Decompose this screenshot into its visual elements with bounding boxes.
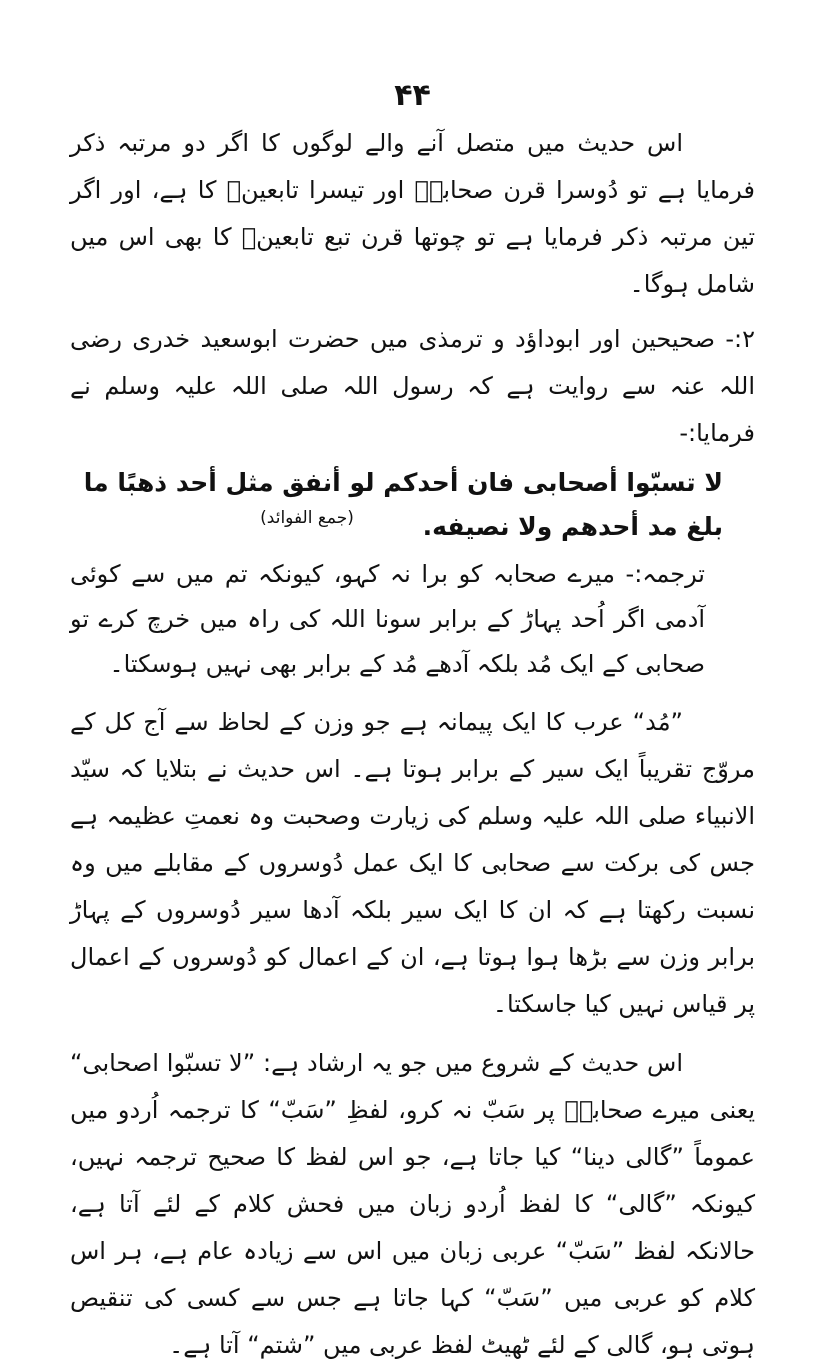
paragraph-hadith-commentary: اس حدیث میں متصل آنے والے لوگوں کا اگر دو مرتبہ ذکر فرمایا ہے تو دُوسرا قرن صحابہؓ اور تیسرا تابعینؒ کا ہے، اور اگر تین مرتبہ ذکر فرمایا ہے تو چوتھا قرن تبع تابعینؒ کا بھی اس میں شامل ہوگا۔ [70,129,755,298]
arabic-hadith-line-2: بلغ مد أحدھم ولا نصیفه. [422,512,723,541]
hadith-translation: ترجمہ:- میرے صحابہ کو برا نہ کہو، کیونکہ تم میں سے کوئی آدمی اگر اُحد پہاڑ کے برابر سونا اللہ کی راہ میں خرچ کرے تو صحابی کے ایک مُد بلکہ آدھے مُد کے برابر بھی نہیں ہوسکتا۔ [70,560,705,678]
source-reference: (جمع الفوائد) [260,508,354,528]
arabic-hadith-line-1: لا تسبّوا أصحابی فان أحدکم لو أنفق مثل أحد ذھبًا ما [83,468,723,497]
paragraph-narration-intro: ۲:- صحیحین اور ابوداؤد و ترمذی میں حضرت ابوسعید خدری رضی اللہ عنہ سے روایت ہے کہ رسول اللہ صلی اللہ علیہ وسلم نے فرمایا:- [70,325,755,447]
paragraph-mudd-explanation: ”مُد“ عرب کا ایک پیمانہ ہے جو وزن کے لحاظ سے آج کل کے مروّج تقریباً ایک سیر کے برابر ہوتا ہے۔ اس حدیث نے بتلایا کہ سیّد الانبیاء صلی اللہ علیہ وسلم کی زیارت وصحبت وہ نعمتِ عظیمہ ہے جس کی برکت سے صحابی کا ایک عمل دُوسروں کے مقابلے میں وہ نسبت رکھتا ہے کہ ان کا ایک سیر بلکہ آدھا سیر دُوسروں کے پہاڑ برابر وزن سے بڑھا ہوا ہوتا ہے، ان کے اعمال کو دُوسروں کے اعمال پر قیاس نہیں کیا جاسکتا۔ [70,708,755,1018]
arabic-hadith-quote [70,461,723,552]
page-number: ۴۴ [394,78,431,113]
paragraph-sabb-explanation: اس حدیث کے شروع میں جو یہ ارشاد ہے: ”لا تسبّوا اصحابی“ یعنی میرے صحابہؓ پر سَبّ نہ کرو، لفظِ ”سَبّ“ کا ترجمہ اُردو میں عموماً ”گالی دینا“ کیا جاتا ہے، جو اس لفظ کا صحیح ترجمہ نہیں، کیونکہ ”گالی“ کا لفظ اُردو زبان میں فحش کلام کے لئے آتا ہے، حالانکہ لفظ ”سَبّ“ عربی زبان میں اس سے زیادہ عام ہے، ہر اس کلام کو عربی میں ”سَبّ“ کہا جاتا ہے جس سے کسی کی تنقیص ہوتی ہو، گالی کے لئے ٹھیٹ لفظ عربی میں ”شتم“ آتا ہے۔ [70,1049,755,1359]
arabic-hadith-line-2-row [70,505,723,552]
page-body [70,120,755,1369]
